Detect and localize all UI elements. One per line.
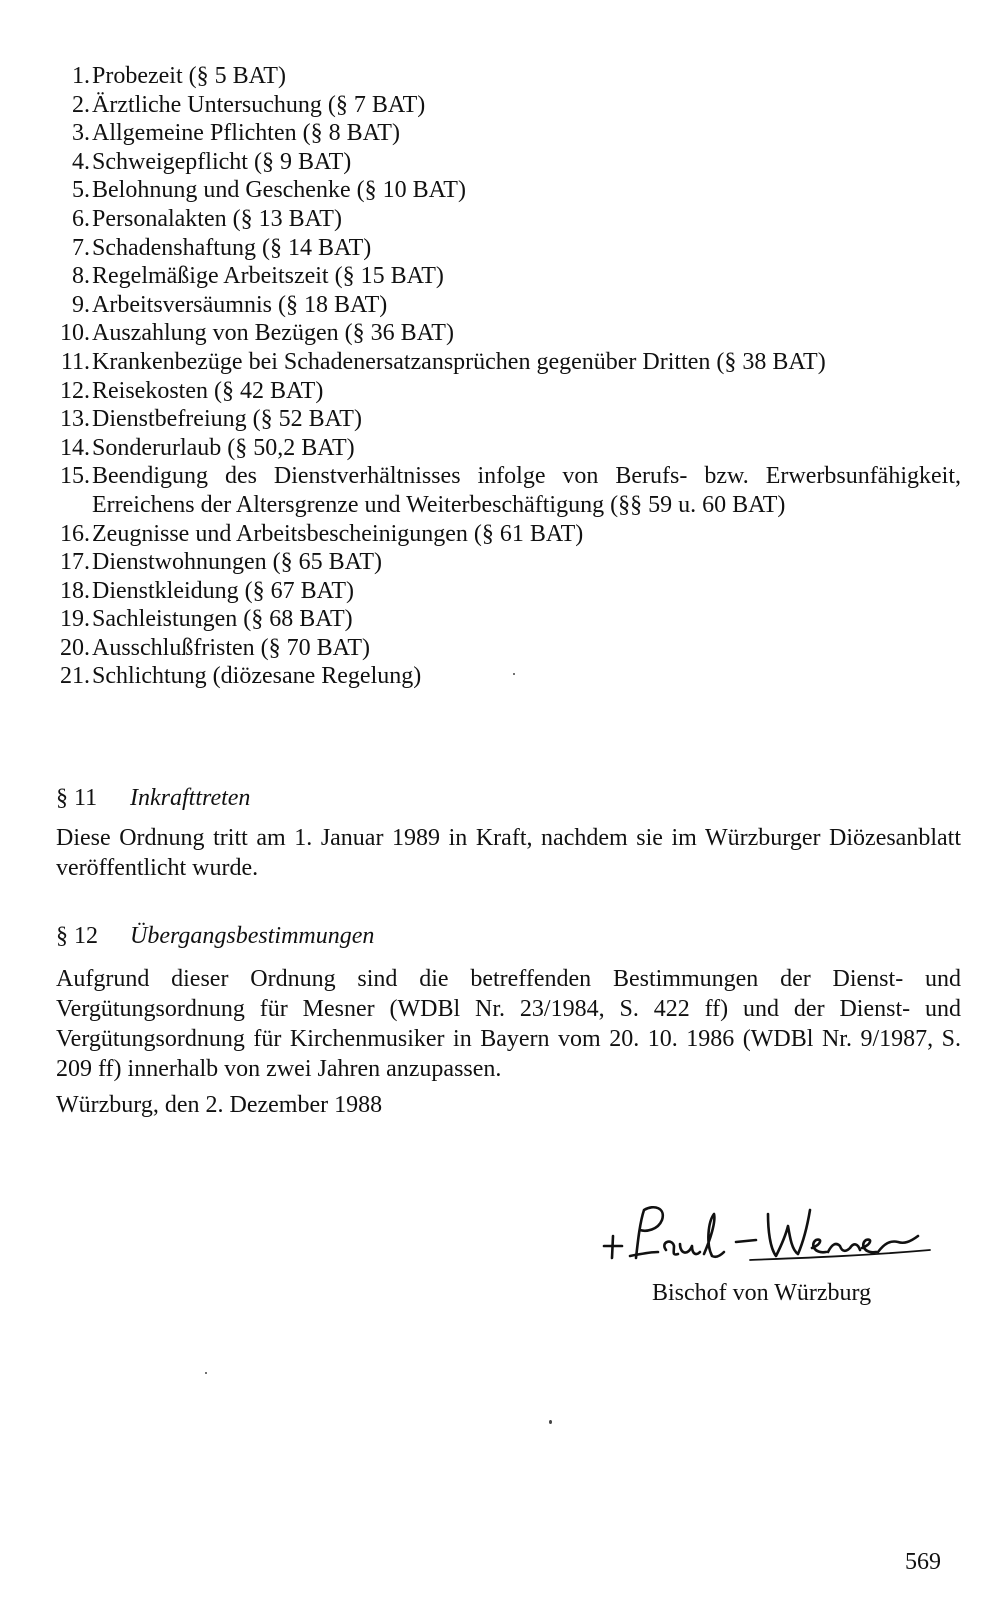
list-item — [56, 319, 961, 348]
list-item-number: 14. — [60, 434, 90, 461]
list-item-text: Schadenshaftung (§ 14 BAT) — [92, 234, 372, 261]
list-item-text: Belohnung und Geschenke (§ 10 BAT) — [92, 177, 466, 204]
list-item-number: 13. — [60, 406, 90, 433]
list-item-text: Zeugnisse und Arbeitsbescheinigungen (§ 61 BAT) — [92, 520, 584, 547]
list-item — [56, 262, 961, 291]
list-item-number: 16. — [60, 520, 90, 547]
section-11-body: Diese Ordnung tritt am 1. Januar 1989 in Kraft, nachdem sie im Würzburger Diözesanblatt veröffentlicht wurde. — [56, 825, 961, 881]
list-item — [56, 62, 961, 91]
list-item-number: 15. — [60, 463, 90, 490]
list-item-number: 9. — [72, 291, 90, 318]
list-item-number: 17. — [60, 549, 90, 576]
list-item-text: Krankenbezüge bei Schadenersatzansprüchen gegenüber Dritten (§ 38 BAT) — [92, 348, 826, 375]
list-item-number: 21. — [60, 663, 90, 690]
list-item-text: Beendigung des Dienstverhältnisses infolge von Berufs- bzw. Erwerbsunfähigkeit, Erreichens der Altersgrenze und Weiterbeschäftigung (§§ 59 u. 60 BAT) — [92, 463, 961, 518]
list-item — [56, 434, 961, 463]
list-item-number: 20. — [60, 634, 90, 661]
scan-speck — [513, 673, 515, 675]
list-item-text: Personalakten (§ 13 BAT) — [92, 205, 342, 232]
list-item-text: Sonderurlaub (§ 50,2 BAT) — [92, 434, 355, 461]
list-item — [56, 462, 961, 519]
list-item-text: Ausschlußfristen (§ 70 BAT) — [92, 634, 370, 661]
section-11-title: Inkrafttreten — [130, 785, 251, 811]
list-item-number: 3. — [72, 120, 90, 147]
list-item-text: Probezeit (§ 5 BAT) — [92, 63, 286, 89]
list-item-number: 8. — [72, 263, 90, 290]
list-item — [56, 205, 961, 234]
list-item-text: Schweigepflicht (§ 9 BAT) — [92, 148, 352, 175]
list-item-number: 6. — [72, 205, 90, 232]
list-item-number: 5. — [72, 177, 90, 204]
scan-speck — [549, 1420, 552, 1424]
list-item — [56, 348, 961, 377]
section-11-symbol: § 11 — [56, 785, 98, 811]
list-item-text: Dienstbefreiung (§ 52 BAT) — [92, 406, 362, 433]
list-item — [56, 577, 961, 606]
scan-speck — [205, 1372, 207, 1374]
list-item — [56, 119, 961, 148]
place-date: Würzburg, den 2. Dezember 1988 — [56, 1092, 383, 1118]
regulation-list — [56, 62, 961, 691]
list-item — [56, 176, 961, 205]
list-item-number: 19. — [60, 606, 90, 633]
list-item-number: 10. — [60, 320, 90, 347]
list-item-number: 7. — [72, 234, 90, 261]
list-item-text: Schlichtung (diözesane Regelung) — [92, 663, 422, 690]
list-item — [56, 634, 961, 663]
list-item — [56, 234, 961, 263]
list-item-text: Arbeitsversäumnis (§ 18 BAT) — [92, 291, 388, 318]
list-item — [56, 405, 961, 434]
page-number: 569 — [905, 1549, 941, 1575]
list-item — [56, 291, 961, 320]
list-item — [56, 148, 961, 177]
section-12-body: Aufgrund dieser Ordnung sind die betreffenden Bestimmungen der Dienst- und Vergütungsordnung für Mesner (WDBl Nr. 23/1984, S. 422 ff) und der Dienst- und Vergütungsordnung für Kirchenmusiker in Bayern vom 20. 10. 1986 (WDBl Nr. 9/1987, S. 209 ff) innerhalb von zwei Jahren anzupassen. — [56, 966, 961, 1082]
section-11-heading — [56, 784, 250, 812]
section-12-symbol: § 12 — [56, 923, 98, 949]
list-item-text: Ärztliche Untersuchung (§ 7 BAT) — [92, 91, 426, 118]
list-item-text: Sachleistungen (§ 68 BAT) — [92, 606, 353, 633]
list-item-text: Dienstwohnungen (§ 65 BAT) — [92, 549, 382, 576]
list-item — [56, 91, 961, 120]
list-item-text: Regelmäßige Arbeitszeit (§ 15 BAT) — [92, 263, 444, 290]
handwritten-signature — [600, 1200, 960, 1270]
list-item-text: Auszahlung von Bezügen (§ 36 BAT) — [92, 320, 454, 347]
section-12-title: Übergangsbestimmungen — [130, 923, 375, 949]
signatory-role: Bischof von Würzburg — [652, 1280, 872, 1306]
list-item — [56, 662, 961, 691]
list-item — [56, 520, 961, 549]
list-item-number: 11. — [60, 348, 90, 375]
list-item — [56, 377, 961, 406]
list-item-text: Dienstkleidung (§ 67 BAT) — [92, 577, 354, 604]
list-item — [56, 605, 961, 634]
list-item-number: 12. — [60, 377, 90, 404]
list-item — [56, 548, 961, 577]
list-item-number: 4. — [72, 148, 90, 175]
list-item-text: Reisekosten (§ 42 BAT) — [92, 377, 324, 404]
list-item-text: Allgemeine Pflichten (§ 8 BAT) — [92, 120, 400, 147]
list-item-number: 18. — [60, 577, 90, 604]
list-item-number: 2. — [72, 91, 90, 118]
section-12-heading — [56, 922, 374, 950]
list-item-number: 1. — [72, 63, 90, 89]
